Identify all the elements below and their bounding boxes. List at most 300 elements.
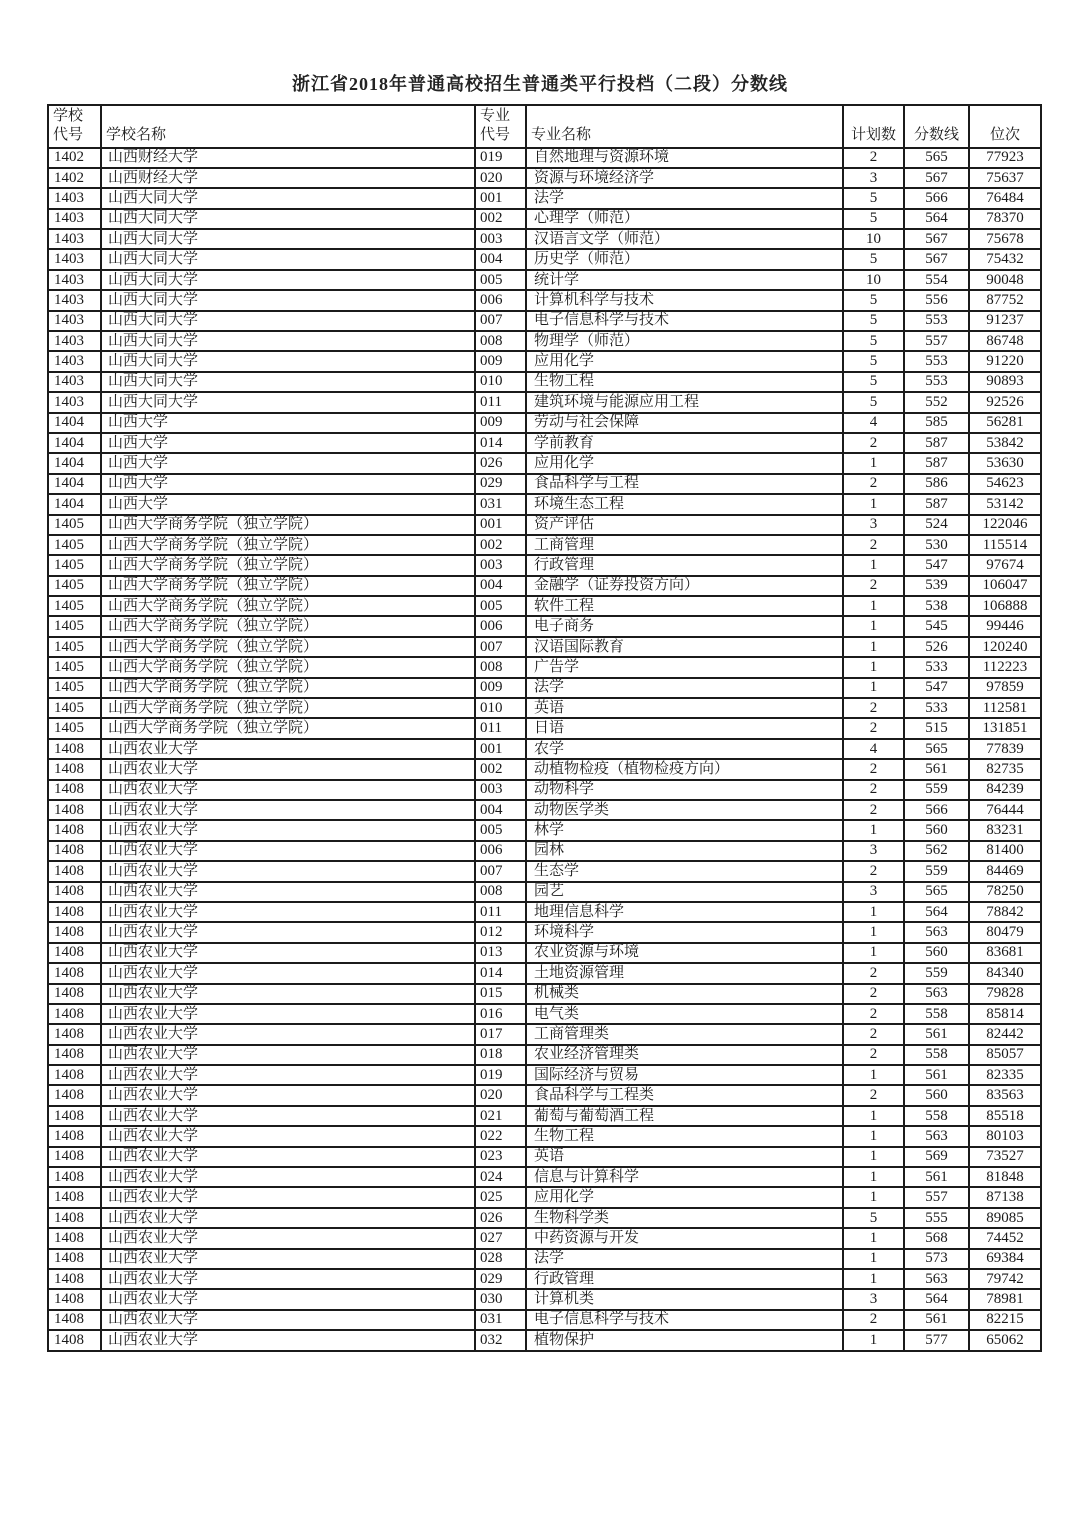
rank-cell: 131851 [969,718,1041,738]
school-name-cell: 山西农业大学 [101,1024,475,1044]
major-name-cell: 日语 [526,718,843,738]
school-code-cell: 1405 [48,657,101,677]
major-code-cell: 031 [475,494,526,514]
table-row [48,453,1041,473]
rank-cell: 83231 [969,820,1041,840]
rank-cell: 78981 [969,1289,1041,1309]
school-name-cell: 山西大学商务学院（独立学院） [101,555,475,575]
plan-count-cell: 5 [843,351,904,371]
rank-cell: 79828 [969,984,1041,1004]
plan-count-cell: 1 [843,1065,904,1085]
school-name-cell: 山西农业大学 [101,882,475,902]
school-name-cell: 山西农业大学 [101,820,475,840]
major-code-cell: 028 [475,1249,526,1269]
rank-cell: 97859 [969,678,1041,698]
score-line-cell: 553 [904,351,969,371]
major-name-cell: 葡萄与葡萄酒工程 [526,1106,843,1126]
school-code-cell: 1408 [48,1249,101,1269]
plan-count-cell: 2 [843,1045,904,1065]
major-name-cell: 农业资源与环境 [526,943,843,963]
rank-cell: 99446 [969,616,1041,636]
school-name-cell: 山西大同大学 [101,249,475,269]
score-line-cell: 557 [904,331,969,351]
school-name-cell: 山西大同大学 [101,270,475,290]
major-name-cell: 植物保护 [526,1330,843,1350]
school-name-cell: 山西农业大学 [101,984,475,1004]
major-name-cell: 应用化学 [526,351,843,371]
table-row [48,596,1041,616]
major-name-cell: 地理信息科学 [526,902,843,922]
major-name-cell: 资源与环境经济学 [526,168,843,188]
table-row [48,229,1041,249]
school-code-cell: 1404 [48,474,101,494]
score-line-cell: 558 [904,1106,969,1126]
major-code-cell: 002 [475,759,526,779]
table-row [48,392,1041,412]
score-line-cell: 560 [904,820,969,840]
rank-cell: 115514 [969,535,1041,555]
table-row [48,555,1041,575]
plan-count-cell: 1 [843,1167,904,1187]
major-code-cell: 006 [475,841,526,861]
school-name-cell: 山西大学商务学院（独立学院） [101,718,475,738]
score-line-cell: 564 [904,209,969,229]
plan-count-cell: 2 [843,1085,904,1105]
major-name-cell: 电气类 [526,1004,843,1024]
rank-cell: 86748 [969,331,1041,351]
major-code-cell: 004 [475,249,526,269]
major-name-cell: 电子商务 [526,616,843,636]
school-code-cell: 1408 [48,963,101,983]
major-name-cell: 农学 [526,739,843,759]
school-name-cell: 山西大同大学 [101,331,475,351]
school-code-cell: 1403 [48,331,101,351]
score-line-cell: 555 [904,1208,969,1228]
major-name-cell: 应用化学 [526,1187,843,1207]
plan-count-cell: 4 [843,413,904,433]
score-line-cell: 515 [904,718,969,738]
major-name-cell: 生物工程 [526,1126,843,1146]
major-name-cell: 计算机类 [526,1289,843,1309]
school-code-cell: 1403 [48,392,101,412]
major-code-cell: 010 [475,698,526,718]
plan-count-cell: 2 [843,780,904,800]
school-name-cell: 山西大同大学 [101,188,475,208]
header-score-line: 分数线 [904,105,969,148]
plan-count-cell: 5 [843,209,904,229]
major-code-cell: 022 [475,1126,526,1146]
plan-count-cell: 2 [843,800,904,820]
major-code-cell: 026 [475,1208,526,1228]
rank-cell: 75678 [969,229,1041,249]
score-line-cell: 563 [904,984,969,1004]
score-line-cell: 564 [904,1289,969,1309]
table-row [48,1289,1041,1309]
rank-cell: 73527 [969,1147,1041,1167]
rank-cell: 80103 [969,1126,1041,1146]
school-name-cell: 山西农业大学 [101,759,475,779]
table-row [48,372,1041,392]
major-code-cell: 020 [475,168,526,188]
plan-count-cell: 3 [843,841,904,861]
score-line-cell: 563 [904,1126,969,1146]
rank-cell: 53142 [969,494,1041,514]
rank-cell: 74452 [969,1228,1041,1248]
major-code-cell: 015 [475,984,526,1004]
school-name-cell: 山西农业大学 [101,1310,475,1330]
school-code-cell: 1408 [48,1228,101,1248]
school-name-cell: 山西农业大学 [101,1208,475,1228]
school-code-cell: 1408 [48,1045,101,1065]
plan-count-cell: 1 [843,1249,904,1269]
table-row [48,1065,1041,1085]
plan-count-cell: 5 [843,331,904,351]
school-code-cell: 1403 [48,372,101,392]
school-code-cell: 1405 [48,678,101,698]
plan-count-cell: 5 [843,1208,904,1228]
rank-cell: 85814 [969,1004,1041,1024]
plan-count-cell: 2 [843,963,904,983]
school-code-cell: 1408 [48,780,101,800]
plan-count-cell: 1 [843,1330,904,1350]
school-name-cell: 山西大学商务学院（独立学院） [101,535,475,555]
table-row [48,698,1041,718]
table-row [48,1330,1041,1350]
school-name-cell: 山西农业大学 [101,1228,475,1248]
plan-count-cell: 3 [843,168,904,188]
score-line-cell: 565 [904,148,969,168]
plan-count-cell: 2 [843,433,904,453]
school-name-cell: 山西农业大学 [101,1289,475,1309]
score-line-cell: 561 [904,1167,969,1187]
score-line-cell: 559 [904,861,969,881]
score-table-header [48,105,1041,148]
school-code-cell: 1408 [48,1106,101,1126]
plan-count-cell: 5 [843,188,904,208]
table-row [48,616,1041,636]
plan-count-cell: 1 [843,1147,904,1167]
major-name-cell: 汉语言文学（师范） [526,229,843,249]
header-rank: 位次 [969,105,1041,148]
major-name-cell: 园林 [526,841,843,861]
major-name-cell: 园艺 [526,882,843,902]
rank-cell: 87752 [969,290,1041,310]
score-line-cell: 561 [904,759,969,779]
school-name-cell: 山西农业大学 [101,1065,475,1085]
rank-cell: 75637 [969,168,1041,188]
table-row [48,943,1041,963]
major-name-cell: 广告学 [526,657,843,677]
table-row [48,168,1041,188]
major-name-cell: 建筑环境与能源应用工程 [526,392,843,412]
score-line-cell: 563 [904,922,969,942]
major-name-cell: 国际经济与贸易 [526,1065,843,1085]
school-name-cell: 山西大学 [101,494,475,514]
school-name-cell: 山西大学 [101,453,475,473]
school-name-cell: 山西大同大学 [101,290,475,310]
rank-cell: 78370 [969,209,1041,229]
score-line-cell: 561 [904,1065,969,1085]
major-name-cell: 法学 [526,1249,843,1269]
table-row [48,1045,1041,1065]
plan-count-cell: 1 [843,820,904,840]
plan-count-cell: 1 [843,1228,904,1248]
score-line-cell: 526 [904,637,969,657]
table-row [48,820,1041,840]
major-code-cell: 024 [475,1167,526,1187]
major-code-cell: 001 [475,739,526,759]
major-code-cell: 007 [475,311,526,331]
major-name-cell: 心理学（师范） [526,209,843,229]
school-code-cell: 1404 [48,494,101,514]
major-name-cell: 计算机科学与技术 [526,290,843,310]
plan-count-cell: 2 [843,1024,904,1044]
school-code-cell: 1405 [48,535,101,555]
table-row [48,1167,1041,1187]
header-plan-count: 计划数 [843,105,904,148]
table-row [48,922,1041,942]
score-line-cell: 559 [904,963,969,983]
school-name-cell: 山西农业大学 [101,943,475,963]
score-line-cell: 564 [904,902,969,922]
rank-cell: 75432 [969,249,1041,269]
school-code-cell: 1408 [48,1310,101,1330]
school-name-cell: 山西农业大学 [101,963,475,983]
plan-count-cell: 5 [843,311,904,331]
score-line-cell: 545 [904,616,969,636]
school-code-cell: 1405 [48,698,101,718]
header-school-name: 学校名称 [101,105,475,148]
school-code-cell: 1403 [48,229,101,249]
school-name-cell: 山西大学商务学院（独立学院） [101,678,475,698]
score-line-cell: 547 [904,555,969,575]
score-line-cell: 533 [904,657,969,677]
school-name-cell: 山西大学商务学院（独立学院） [101,616,475,636]
school-code-cell: 1408 [48,1085,101,1105]
score-line-cell: 560 [904,943,969,963]
school-code-cell: 1405 [48,515,101,535]
table-row [48,882,1041,902]
plan-count-cell: 2 [843,861,904,881]
score-line-cell: 552 [904,392,969,412]
major-code-cell: 008 [475,657,526,677]
major-code-cell: 020 [475,1085,526,1105]
table-row [48,902,1041,922]
table-row [48,800,1041,820]
major-name-cell: 行政管理 [526,1269,843,1289]
major-name-cell: 信息与计算科学 [526,1167,843,1187]
score-line-cell: 530 [904,535,969,555]
score-line-cell: 561 [904,1024,969,1044]
school-code-cell: 1408 [48,820,101,840]
major-name-cell: 法学 [526,188,843,208]
rank-cell: 87138 [969,1187,1041,1207]
plan-count-cell: 1 [843,657,904,677]
school-code-cell: 1408 [48,922,101,942]
plan-count-cell: 1 [843,1187,904,1207]
school-name-cell: 山西农业大学 [101,739,475,759]
plan-count-cell: 1 [843,1269,904,1289]
major-code-cell: 011 [475,902,526,922]
major-name-cell: 林学 [526,820,843,840]
school-name-cell: 山西大同大学 [101,351,475,371]
school-code-cell: 1408 [48,1024,101,1044]
rank-cell: 81400 [969,841,1041,861]
table-row [48,1269,1041,1289]
major-code-cell: 009 [475,413,526,433]
score-line-cell: 568 [904,1228,969,1248]
rank-cell: 78842 [969,902,1041,922]
rank-cell: 91220 [969,351,1041,371]
rank-cell: 80479 [969,922,1041,942]
rank-cell: 81848 [969,1167,1041,1187]
plan-count-cell: 1 [843,1106,904,1126]
table-row [48,576,1041,596]
school-name-cell: 山西大学 [101,433,475,453]
school-code-cell: 1404 [48,453,101,473]
table-row [48,861,1041,881]
plan-count-cell: 2 [843,148,904,168]
major-code-cell: 013 [475,943,526,963]
school-code-cell: 1403 [48,351,101,371]
school-name-cell: 山西农业大学 [101,1147,475,1167]
major-code-cell: 004 [475,800,526,820]
major-code-cell: 003 [475,780,526,800]
school-code-cell: 1404 [48,433,101,453]
score-line-cell: 556 [904,290,969,310]
rank-cell: 77839 [969,739,1041,759]
header-major-code: 专业代号 [475,105,526,148]
major-name-cell: 统计学 [526,270,843,290]
score-line-cell: 587 [904,453,969,473]
rank-cell: 85057 [969,1045,1041,1065]
major-name-cell: 自然地理与资源环境 [526,148,843,168]
plan-count-cell: 5 [843,249,904,269]
school-code-cell: 1408 [48,902,101,922]
school-name-cell: 山西农业大学 [101,1187,475,1207]
school-code-cell: 1405 [48,596,101,616]
plan-count-cell: 5 [843,290,904,310]
major-code-cell: 005 [475,596,526,616]
major-name-cell: 土地资源管理 [526,963,843,983]
school-code-cell: 1408 [48,841,101,861]
major-code-cell: 007 [475,861,526,881]
school-code-cell: 1403 [48,209,101,229]
school-name-cell: 山西农业大学 [101,1004,475,1024]
major-name-cell: 电子信息科学与技术 [526,311,843,331]
major-code-cell: 003 [475,555,526,575]
major-code-cell: 008 [475,882,526,902]
school-code-cell: 1408 [48,1167,101,1187]
rank-cell: 92526 [969,392,1041,412]
major-name-cell: 资产评估 [526,515,843,535]
table-row [48,331,1041,351]
score-line-cell: 557 [904,1187,969,1207]
school-name-cell: 山西大学商务学院（独立学院） [101,596,475,616]
plan-count-cell: 2 [843,535,904,555]
rank-cell: 76444 [969,800,1041,820]
plan-count-cell: 1 [843,637,904,657]
major-code-cell: 019 [475,148,526,168]
plan-count-cell: 2 [843,759,904,779]
school-code-cell: 1408 [48,800,101,820]
score-line-cell: 587 [904,433,969,453]
major-code-cell: 029 [475,1269,526,1289]
score-line-cell: 561 [904,1310,969,1330]
major-name-cell: 英语 [526,698,843,718]
school-code-cell: 1403 [48,249,101,269]
school-name-cell: 山西大学 [101,413,475,433]
major-code-cell: 002 [475,209,526,229]
major-name-cell: 金融学（证券投资方向） [526,576,843,596]
table-row [48,759,1041,779]
major-code-cell: 011 [475,392,526,412]
rank-cell: 53842 [969,433,1041,453]
rank-cell: 77923 [969,148,1041,168]
table-row [48,1208,1041,1228]
rank-cell: 56281 [969,413,1041,433]
major-code-cell: 025 [475,1187,526,1207]
rank-cell: 120240 [969,637,1041,657]
score-line-cell: 587 [904,494,969,514]
major-code-cell: 007 [475,637,526,657]
table-row [48,351,1041,371]
plan-count-cell: 1 [843,453,904,473]
table-row [48,1004,1041,1024]
score-line-cell: 559 [904,780,969,800]
major-code-cell: 001 [475,515,526,535]
rank-cell: 85518 [969,1106,1041,1126]
major-code-cell: 005 [475,270,526,290]
table-row [48,413,1041,433]
school-name-cell: 山西大同大学 [101,311,475,331]
table-row [48,984,1041,1004]
rank-cell: 84469 [969,861,1041,881]
school-code-cell: 1408 [48,1208,101,1228]
score-line-cell: 565 [904,882,969,902]
school-code-cell: 1408 [48,1269,101,1289]
rank-cell: 79742 [969,1269,1041,1289]
major-code-cell: 027 [475,1228,526,1248]
major-code-cell: 029 [475,474,526,494]
score-table [47,104,1042,1352]
major-code-cell: 021 [475,1106,526,1126]
table-row [48,1249,1041,1269]
major-code-cell: 010 [475,372,526,392]
score-line-cell: 524 [904,515,969,535]
score-line-cell: 567 [904,249,969,269]
score-line-cell: 558 [904,1004,969,1024]
major-code-cell: 019 [475,1065,526,1085]
score-line-cell: 567 [904,229,969,249]
header-row [48,105,1041,148]
school-code-cell: 1405 [48,637,101,657]
school-code-cell: 1402 [48,148,101,168]
rank-cell: 106888 [969,596,1041,616]
school-code-cell: 1408 [48,739,101,759]
school-code-cell: 1402 [48,168,101,188]
score-line-cell: 577 [904,1330,969,1350]
school-code-cell: 1408 [48,1126,101,1146]
school-code-cell: 1408 [48,1330,101,1350]
table-row [48,311,1041,331]
plan-count-cell: 3 [843,882,904,902]
school-name-cell: 山西大学商务学院（独立学院） [101,657,475,677]
rank-cell: 65062 [969,1330,1041,1350]
score-line-cell: 569 [904,1147,969,1167]
table-row [48,249,1041,269]
rank-cell: 84340 [969,963,1041,983]
